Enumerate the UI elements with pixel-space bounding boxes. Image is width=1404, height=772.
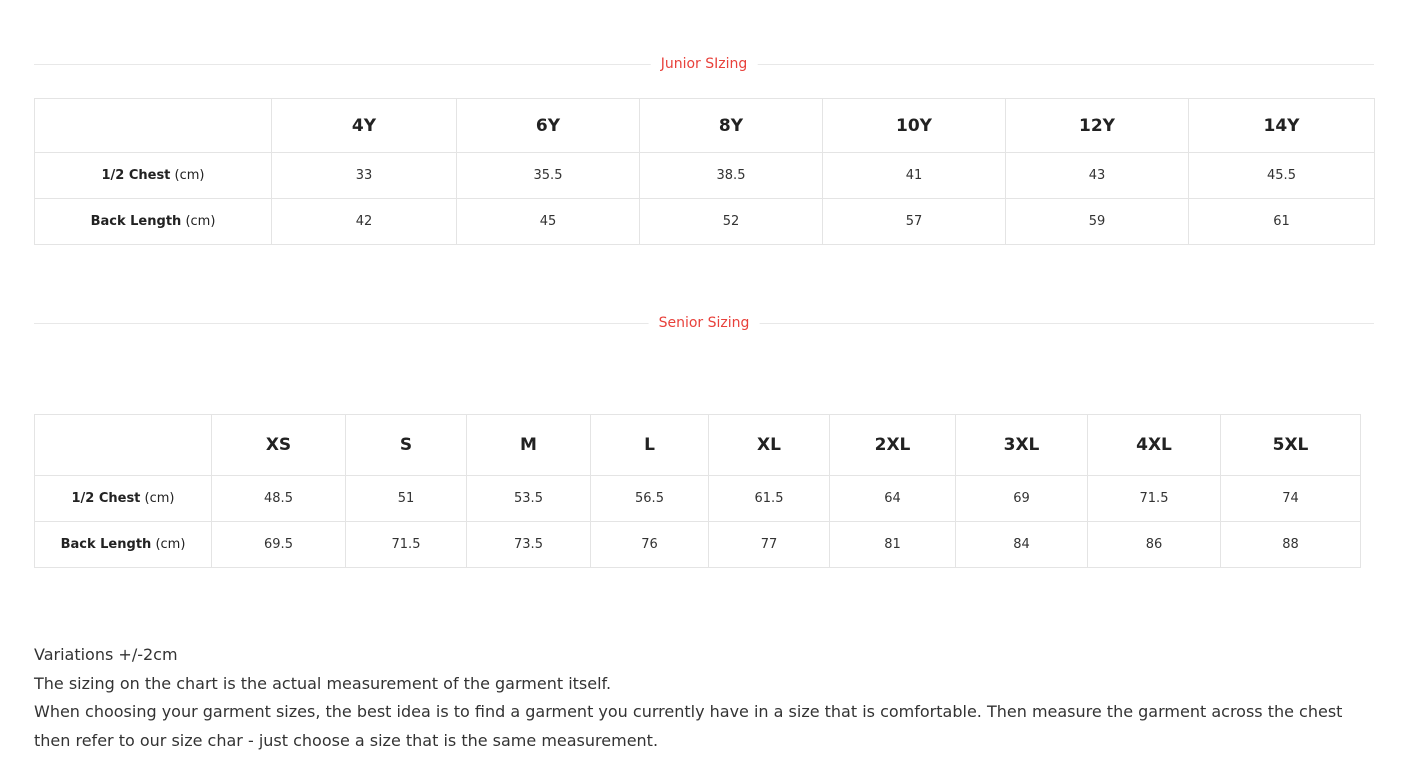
size-header: S	[346, 415, 467, 476]
measurement-value: 41	[823, 153, 1006, 199]
measurement-value: 73.5	[467, 522, 591, 568]
measurement-unit: (cm)	[155, 537, 186, 552]
senior-sizing-title: Senior Sizing	[649, 313, 760, 333]
table-row	[35, 522, 1361, 568]
choosing-size-note: When choosing your garment sizes, the best idea is to find a garment you currently have in a size that is comfortable. Then measure the garment across the chest then refer to our size char - just choose a size that is the same measurement.	[34, 702, 1343, 751]
table-header-row	[35, 99, 1375, 153]
junior-sizing-divider	[34, 54, 1374, 74]
measurement-value: 64	[830, 476, 956, 522]
measurement-unit: (cm)	[174, 168, 205, 183]
measurement-value: 69.5	[212, 522, 346, 568]
size-header: 4Y	[272, 99, 457, 153]
measurement-value: 61.5	[709, 476, 830, 522]
size-header: 2XL	[830, 415, 956, 476]
measurement-value: 43	[1006, 153, 1189, 199]
size-header: 5XL	[1221, 415, 1361, 476]
measurement-value: 33	[272, 153, 457, 199]
measurement-value: 35.5	[457, 153, 640, 199]
measurement-value: 77	[709, 522, 830, 568]
header-corner-cell	[35, 415, 212, 476]
measurement-name: Back Length	[60, 537, 152, 552]
measurement-value: 57	[823, 199, 1006, 245]
measurement-name: Back Length	[90, 214, 182, 229]
size-header: XL	[709, 415, 830, 476]
measurement-unit: (cm)	[144, 491, 175, 506]
size-header: M	[467, 415, 591, 476]
table-header-row	[35, 415, 1361, 476]
size-header: 14Y	[1189, 99, 1375, 153]
size-header: L	[591, 415, 709, 476]
measurement-value: 71.5	[1088, 476, 1221, 522]
senior-sizing-divider	[34, 313, 1374, 333]
row-label	[35, 153, 272, 199]
measurement-value: 53.5	[467, 476, 591, 522]
junior-sizing-title: Junior SIzing	[651, 54, 758, 74]
measurement-value: 42	[272, 199, 457, 245]
measurement-value: 48.5	[212, 476, 346, 522]
measurement-value: 61	[1189, 199, 1375, 245]
measurement-value: 52	[640, 199, 823, 245]
measurement-name: 1/2 Chest	[101, 168, 171, 183]
size-header: 10Y	[823, 99, 1006, 153]
measurement-value: 51	[346, 476, 467, 522]
size-header: 6Y	[457, 99, 640, 153]
measurement-value: 45	[457, 199, 640, 245]
measurement-value: 59	[1006, 199, 1189, 245]
size-header: XS	[212, 415, 346, 476]
measurement-note: The sizing on the chart is the actual measurement of the garment itself.	[34, 673, 612, 693]
variations-note: Variations +/-2cm	[34, 645, 178, 664]
measurement-value: 88	[1221, 522, 1361, 568]
row-label	[35, 199, 272, 245]
row-label	[35, 522, 212, 568]
sizing-notes	[34, 641, 1374, 756]
size-header: 4XL	[1088, 415, 1221, 476]
table-row	[35, 199, 1375, 245]
measurement-value: 71.5	[346, 522, 467, 568]
measurement-value: 45.5	[1189, 153, 1375, 199]
size-header: 8Y	[640, 99, 823, 153]
measurement-value: 81	[830, 522, 956, 568]
size-header: 12Y	[1006, 99, 1189, 153]
row-label	[35, 476, 212, 522]
measurement-value: 86	[1088, 522, 1221, 568]
measurement-value: 69	[956, 476, 1088, 522]
measurement-value: 84	[956, 522, 1088, 568]
measurement-name: 1/2 Chest	[71, 491, 141, 506]
header-corner-cell	[35, 99, 272, 153]
measurement-value: 76	[591, 522, 709, 568]
measurement-value: 74	[1221, 476, 1361, 522]
junior-size-table	[34, 98, 1375, 245]
table-row	[35, 153, 1375, 199]
measurement-value: 56.5	[591, 476, 709, 522]
table-row	[35, 476, 1361, 522]
measurement-value: 38.5	[640, 153, 823, 199]
size-header: 3XL	[956, 415, 1088, 476]
senior-size-table	[34, 414, 1361, 568]
measurement-unit: (cm)	[185, 214, 216, 229]
